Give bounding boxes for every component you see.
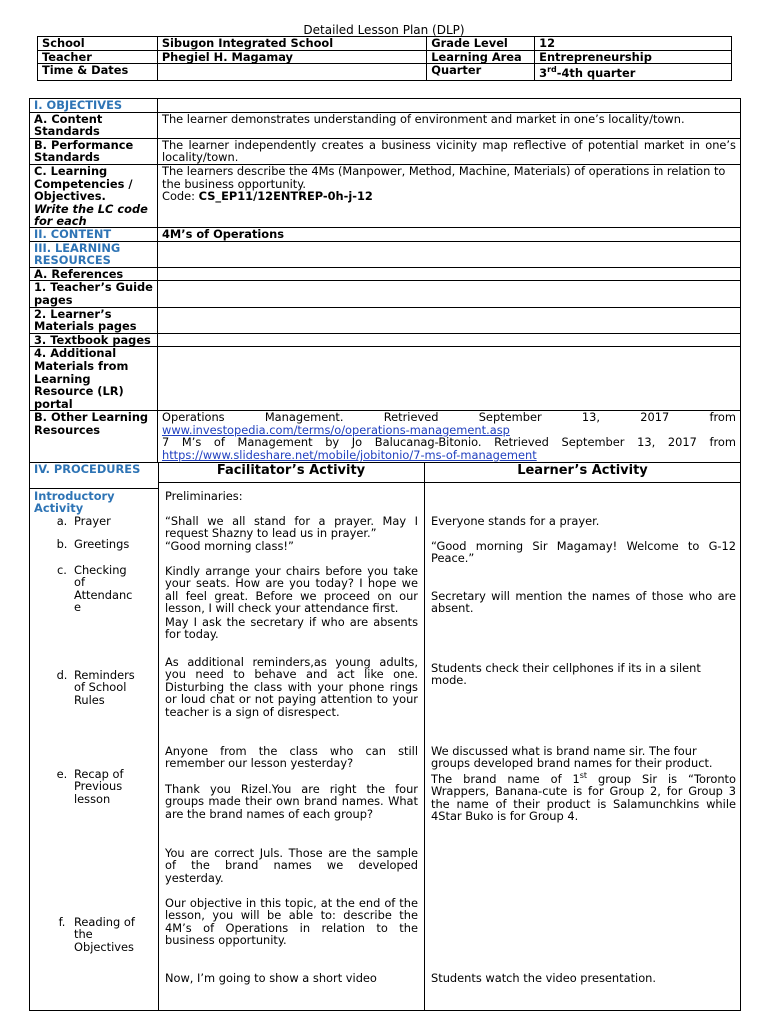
teacher-value: Phegiel H. Magamay (157, 50, 426, 64)
quarter-value: 3rd-4th quarter (535, 64, 732, 80)
performance-standards-label: B. Performance Standards (30, 138, 158, 164)
time-dates-value (157, 64, 426, 80)
content-heading: II. CONTENT (30, 227, 158, 241)
performance-standards-text: The learner independently creates a business vicinity map reflective of potential market in one’s locality/town. (158, 138, 741, 164)
lesson-plan-table (29, 98, 741, 1011)
learner-recap-text: We discussed what is brand name sir. The four groups developed brand names for their product. (431, 743, 713, 771)
other-resources-label: B. Other Learning Resources (30, 411, 158, 462)
objectives-empty-cell (158, 99, 741, 113)
procedure-item-greetings: b. Greetings (56, 536, 130, 551)
references-label: A. References (30, 267, 158, 281)
learning-competencies-text: The learners describe the 4Ms (Manpower, Method, Machine, Materials) of operations in relation to the business opportunity. (162, 163, 726, 191)
additional-materials-label: 4. Additional Materials from Learning Resource (LR) portal (30, 347, 158, 411)
content-standards-text: The learner demonstrates understanding of environment and market in one’s locality/town. (158, 112, 741, 138)
facilitator-secretary-text: May I ask the secretary if who are absents for today. (165, 614, 418, 642)
header-table (37, 36, 732, 81)
facilitator-attendance-text: Kindly arrange your chairs before you take your seats. How are you today? I hope we all feel great. Before we proceed on our lesson, I will check your attendance first. (165, 563, 418, 616)
time-dates-label: Time & Dates (38, 64, 158, 80)
objectives-heading: I. OBJECTIVES (30, 99, 158, 113)
procedure-item-objectives: f. Reading of the Objectives (58, 914, 135, 954)
preliminaries-text: Preliminaries: (165, 488, 243, 503)
references-empty-cell (158, 267, 741, 281)
procedures-heading: IV. PROCEDURES (34, 462, 141, 476)
grade-level-label: Grade Level (427, 37, 535, 51)
learner-activity-heading: Learner’s Activity (517, 462, 648, 478)
other-resources-cell (158, 411, 741, 462)
facilitator-reminders-text: As additional reminders,as young adults, you need to behave and act like one. Disturbing the class with your phone rings or loud chat or not paying attention to your teacher is a sign of disrespect. (165, 654, 418, 720)
learning-area-value: Entrepreneurship (535, 50, 732, 64)
school-label: School (38, 37, 158, 51)
grade-level-value: 12 (535, 37, 732, 51)
learner-attendance-text: Secretary will mention the names of those who are absent. (431, 588, 736, 616)
content-value: 4M’s of Operations (158, 227, 741, 241)
procedure-item-recap: e. Recap of Previous lesson (56, 766, 124, 806)
facilitator-activity-heading: Facilitator’s Activity (216, 462, 366, 478)
facilitator-recap-confirm: You are correct Juls. Those are the sample of the brand names we developed yesterday. (165, 845, 418, 885)
learner-prayer-text: Everyone stands for a prayer. (431, 513, 600, 528)
learner-reminders-text: Students check their cellphones if its in a silent mode. (431, 660, 701, 688)
code-value: CS_EP11/12ENTREP-0h-j-12 (198, 189, 373, 204)
learner-materials-label: 2. Learner’s Materials pages (30, 307, 158, 333)
learner-brand-names-text: The brand name of 1st group Sir is “Toronto Wrappers, Banana-cute is for Group 2, for Group 3 the name of their product is Salamunchkins while 4Star Buko is for Group 4. (431, 770, 736, 824)
learner-video-text: Students watch the video presentation. (431, 970, 657, 985)
reference-1-link[interactable]: www.investopedia.com/terms/o/operations-management.asp (162, 422, 510, 437)
learning-competencies-label: C. Learning Competencies / Objectives. (34, 164, 133, 204)
introductory-activity-label: Introductory Activity (34, 488, 115, 516)
learner-materials-value (158, 307, 741, 333)
textbook-value (158, 333, 741, 347)
facilitator-prayer-text: “Shall we all stand for a prayer. May I request Shazny to lead us in prayer.” (165, 513, 418, 541)
teacher-guide-label: 1. Teacher’s Guide pages (30, 281, 158, 307)
facilitator-greeting-text: “Good morning class!” (165, 538, 294, 553)
procedure-item-attendance: c. Checking of Attendanc e (57, 562, 133, 615)
learning-area-label: Learning Area (427, 50, 535, 64)
textbook-label: 3. Textbook pages (30, 333, 158, 347)
learning-resources-heading: III. LEARNING RESOURCES (30, 241, 158, 267)
learner-greeting-text: “Good morning Sir Magamay! Welcome to G-12 Peace.” (431, 538, 736, 566)
facilitator-video-text: Now, I’m going to show a short video (165, 970, 377, 985)
teacher-guide-value (158, 281, 741, 307)
teacher-label: Teacher (38, 50, 158, 64)
facilitator-recap-followup: Thank you Rizel.You are right the four groups made their own brand names. What are the brand names of each group? (165, 781, 418, 821)
school-value: Sibugon Integrated School (157, 37, 426, 51)
reference-2-link[interactable]: https://www.slideshare.net/mobile/jobitonio/7-ms-of-management (162, 448, 537, 463)
reference-1-text: Operations Management. Retrieved September 13, 2017 from (162, 410, 736, 425)
learning-resources-empty-cell (158, 241, 741, 267)
procedures-section (30, 462, 741, 1010)
additional-materials-value (158, 347, 741, 411)
facilitator-recap-question: Anyone from the class who can still remember our lesson yesterday? (165, 743, 418, 771)
content-standards-label: A. Content Standards (30, 112, 158, 138)
facilitator-objectives-text: Our objective in this topic, at the end of the lesson, you will be able to: describe the 4M’s of Operations in relation to the business opportunity. (165, 895, 418, 948)
procedure-item-reminders: d. Reminders of School Rules (56, 667, 135, 707)
quarter-label: Quarter (427, 64, 535, 80)
procedure-item-prayer: a. Prayer (56, 513, 111, 528)
reference-2-text: 7 M’s of Management by Jo Balucanag-Bitonio. Retrieved September 13, 2017 from (162, 435, 736, 450)
code-label: Code: (162, 189, 199, 204)
learning-competencies-text-cell (158, 164, 741, 227)
learning-competencies-cell (30, 164, 158, 227)
document-title: Detailed Lesson Plan (DLP) (303, 23, 465, 37)
learning-competencies-note: Write the LC code for each (34, 201, 148, 227)
